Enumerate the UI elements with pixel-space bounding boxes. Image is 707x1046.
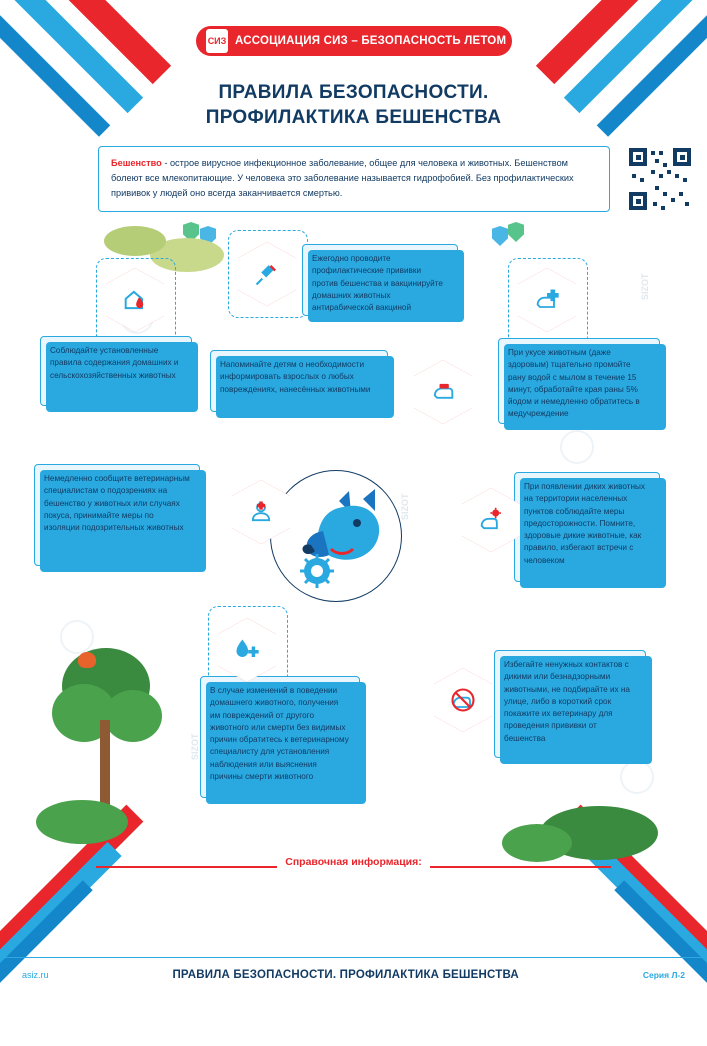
drop-cross-glyph [233, 636, 261, 664]
card-behaviour-change [200, 676, 360, 798]
card-text: Напоминайте детям о необходимости информировать взрослых о любых повреждениях, нанесённых животными [220, 360, 371, 394]
card-wild-animals [514, 472, 660, 582]
qr-code[interactable] [629, 148, 691, 210]
card-text: При укусе животным (даже здоровым) тщательно промойте рану водой с мылом в течение 15 минут, обработайте края раны 5% йодом и немедленно обратитесь в медучреждение [508, 348, 640, 419]
shield-icon [492, 226, 508, 246]
hand-wound-glyph [429, 378, 457, 406]
page-title-line-1: ПРАВИЛА БЕЗОПАСНОСТИ. [218, 82, 489, 103]
bush [104, 226, 166, 256]
header-badge-label: АССОЦИАЦИЯ СИЗ – БЕЗОПАСНОСТЬ ЛЕТОМ [235, 35, 507, 47]
reference-label-text: Справочная информация: [277, 856, 430, 868]
house-drop-glyph [121, 286, 149, 314]
hand-virus-glyph [477, 506, 505, 534]
dog-head-icon [271, 471, 399, 599]
tree-foliage [104, 690, 162, 742]
footer-divider [0, 957, 707, 958]
no-contact-glyph [449, 686, 477, 714]
watermark-circle [620, 760, 654, 794]
dog-illustration [270, 470, 402, 602]
card-remind-children [210, 350, 388, 412]
shield-icon [508, 222, 524, 242]
card-pet-keeping-rules [40, 336, 192, 406]
hand-cross-glyph [533, 286, 561, 314]
footer-series: Серия Л-2 [642, 970, 685, 980]
definition-lead: Бешенство [111, 158, 162, 168]
card-report-to-vet [34, 464, 200, 566]
header-badge [196, 26, 512, 56]
squirrel-icon [78, 652, 96, 668]
footer-title: ПРАВИЛА БЕЗОПАСНОСТИ. ПРОФИЛАКТИКА БЕШЕНСТВА [172, 969, 519, 981]
hand-wound-icon [414, 360, 472, 424]
footer [0, 962, 707, 988]
definition-box [98, 146, 610, 212]
no-contact-icon [434, 668, 492, 732]
card-text: Соблюдайте установленные правила содержания домашних и сельскохозяйственных животных [50, 346, 179, 380]
card-text: Избегайте ненужных контактов с дикими или безнадзорными животными, не подбирайте их на улице, либо в короткий срок покажите их ветеринару для проведения прививки от бешенства [504, 660, 630, 743]
hand-virus-icon [462, 488, 520, 552]
definition-text: - острое вирусное инфекционное заболевание, общее для человека и животных. Бешенством болеют все млекопитающие. У человека это заболевание называется гидрофобией. Без профилактических прививок у людей оно всегда заканчивается смертью. [111, 158, 574, 198]
watermark-text: SIZOT [640, 273, 650, 300]
reference-label [0, 856, 707, 868]
card-text: При появлении диких животных на территории населенных пунктов соблюдайте меры предосторожности. Помните, здоровые дикие животные, как правило, избегают встречи с человеком [524, 482, 645, 565]
watermark-text: SIZOT [400, 493, 410, 520]
bush [36, 800, 128, 844]
corner-ribbon-bottom-right-blue-1 [585, 842, 707, 1022]
card-vaccination [302, 244, 458, 316]
association-logo-icon [206, 29, 228, 53]
watermark-text: SIZOT [190, 733, 200, 760]
card-text: В случае изменений в поведении домашнего животного, получения им повреждений от другого животного или смерти без видимых причин обратитесь к ветеринарному специалисту для установления наблюдения или выяснения причины смерти животного [210, 686, 349, 782]
watermark-circle [560, 430, 594, 464]
card-avoid-contact [494, 650, 646, 758]
page-title [0, 80, 707, 130]
watermark-circle [60, 620, 94, 654]
footer-site-link[interactable]: asiz.ru [22, 970, 49, 980]
vet-person-glyph [247, 498, 275, 526]
syringe-glyph [253, 260, 281, 288]
association-logo-text: СИЗ [207, 36, 227, 46]
card-wound-treatment [498, 338, 660, 424]
card-text: Ежегодно проводите профилактические прививки против бешенства и вакцинируйте домашних животных антирабической вакциной [312, 254, 443, 313]
page-title-line-2: ПРОФИЛАКТИКА БЕШЕНСТВА [205, 107, 502, 129]
card-text: Немедленно сообщите ветеринарным специалистам о подозрениях на бешенство у животных или случаях покуса, принимайте меры по изоляции подозрительных животных [44, 474, 190, 533]
